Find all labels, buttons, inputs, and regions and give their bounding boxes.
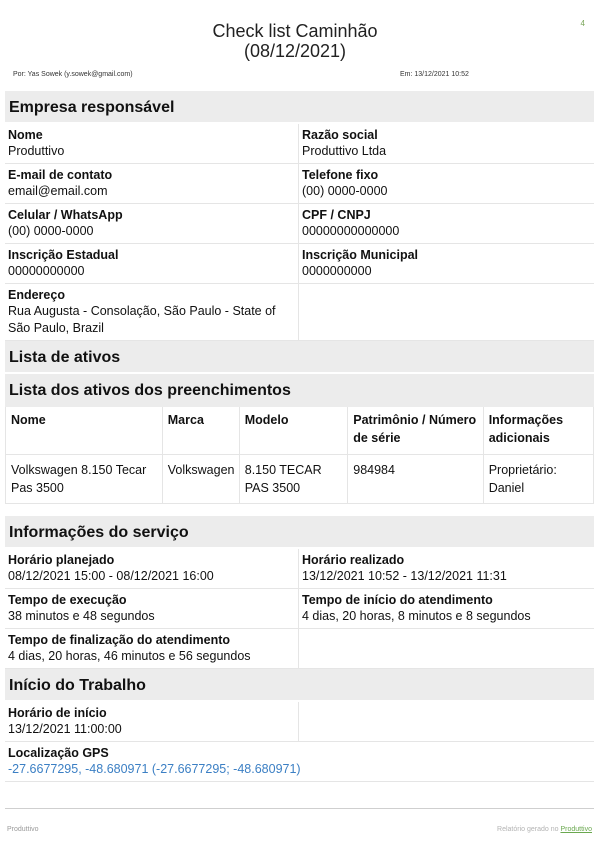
field-label: E-mail de contato <box>8 168 113 182</box>
field-value: Produttivo <box>8 144 65 158</box>
field-horario-planejado <box>5 549 299 589</box>
report-content <box>5 91 594 782</box>
footer-credit <box>497 826 592 833</box>
column-header-modelo: Modelo <box>239 407 348 455</box>
column-header-marca: Marca <box>162 407 239 455</box>
field-label: Endereço <box>8 288 65 302</box>
field-value: 00000000000 <box>8 264 85 278</box>
field-inscricao-municipal <box>299 244 594 284</box>
field-inscricao-estadual <box>5 244 299 284</box>
footer-produttivo-link[interactable]: Produttivo <box>560 826 592 833</box>
field-value: 0000000000 <box>302 264 372 278</box>
field-nome <box>5 124 299 164</box>
field-label: Tempo de início do atendimento <box>302 593 493 607</box>
report-title <box>0 21 590 61</box>
table-cell: Volkswagen <box>162 455 239 504</box>
field-value: (00) 0000-0000 <box>302 184 388 198</box>
field-label: CPF / CNPJ <box>302 208 371 222</box>
page-number: 4 <box>580 19 585 28</box>
field-telefone <box>299 164 594 204</box>
field-email <box>5 164 299 204</box>
footer-divider <box>5 808 594 809</box>
field-label: Inscrição Estadual <box>8 248 119 262</box>
table-cell: 8.150 TECAR PAS 3500 <box>239 455 348 504</box>
table-cell: 984984 <box>348 455 483 504</box>
column-header-informacoes: Informações adicionais <box>483 407 593 455</box>
field-value: 4 dias, 20 horas, 8 minutos e 8 segundos <box>302 609 531 623</box>
section-heading-ativos: Lista de ativos <box>5 341 594 374</box>
field-cpf-cnpj <box>299 204 594 244</box>
field-tempo-finalizacao <box>5 629 299 669</box>
field-value: 13/12/2021 11:00:00 <box>8 722 122 736</box>
section-heading-trabalho: Início do Trabalho <box>5 669 594 702</box>
subsection-heading-ativos: Lista dos ativos dos preenchimentos <box>5 374 594 407</box>
column-header-patrimonio: Patrimônio / Número de série <box>348 407 483 455</box>
empty-cell <box>299 702 594 742</box>
table-cell: Proprietário: Daniel <box>488 463 557 495</box>
assets-table <box>6 407 593 503</box>
report-author: Por: Yas Sowek (y.sowek@gmail.com) <box>13 71 133 78</box>
table-header-row <box>6 407 593 455</box>
report-issued-date: Em: 13/12/2021 10:52 <box>400 71 469 78</box>
assets-table-container <box>5 407 594 504</box>
section-heading-empresa: Empresa responsável <box>5 91 594 124</box>
field-label: Tempo de execução <box>8 593 127 607</box>
empty-cell <box>299 284 594 341</box>
footer-brand: Produttivo <box>7 826 39 833</box>
field-value: Rua Augusta - Consolação, São Paulo - State of São Paulo, Brazil <box>8 304 276 335</box>
gps-link[interactable]: -27.6677295, -48.680971 (-27.6677295; -48.680971) <box>8 762 301 776</box>
field-label: Celular / WhatsApp <box>8 208 123 222</box>
field-label: Tempo de finalização do atendimento <box>8 633 231 647</box>
field-label: Horário realizado <box>302 553 405 567</box>
trabalho-grid <box>5 702 594 742</box>
field-horario-realizado <box>299 549 594 589</box>
field-value: 4 dias, 20 horas, 46 minutos e 56 segundos <box>8 649 251 663</box>
field-localizacao-gps <box>5 742 594 782</box>
table-row <box>6 455 593 504</box>
table-cell: Volkswagen 8.150 Tecar Pas 3500 <box>6 455 162 504</box>
field-label: Telefone fixo <box>302 168 379 182</box>
report-title-date: (08/12/2021) <box>243 41 347 61</box>
empty-cell <box>299 629 594 669</box>
field-tempo-execucao <box>5 589 299 629</box>
field-tempo-inicio <box>299 589 594 629</box>
field-razao-social <box>299 124 594 164</box>
field-value: 38 minutos e 48 segundos <box>8 609 155 623</box>
report-title-name: Check list Caminhão <box>212 21 378 41</box>
field-value: 00000000000000 <box>302 224 400 238</box>
field-value: 13/12/2021 10:52 - 13/12/2021 11:31 <box>302 569 507 583</box>
field-value: (00) 0000-0000 <box>8 224 94 238</box>
section-heading-servico: Informações do serviço <box>5 516 594 549</box>
field-endereco <box>5 284 299 341</box>
field-label: Inscrição Municipal <box>302 248 419 262</box>
column-header-nome: Nome <box>6 407 162 455</box>
field-label: Localização GPS <box>8 746 109 760</box>
field-label: Horário planejado <box>8 553 115 567</box>
servico-grid <box>5 549 594 669</box>
field-horario-inicio <box>5 702 299 742</box>
footer-credit-text: Relatório gerado no <box>497 826 559 833</box>
field-label: Nome <box>8 128 43 142</box>
field-value: email@email.com <box>8 184 108 198</box>
field-value: Produttivo Ltda <box>302 144 387 158</box>
empresa-grid <box>5 124 594 341</box>
field-value: 08/12/2021 15:00 - 08/12/2021 16:00 <box>8 569 214 583</box>
field-label: Horário de início <box>8 706 107 720</box>
field-celular <box>5 204 299 244</box>
field-label: Razão social <box>302 128 378 142</box>
